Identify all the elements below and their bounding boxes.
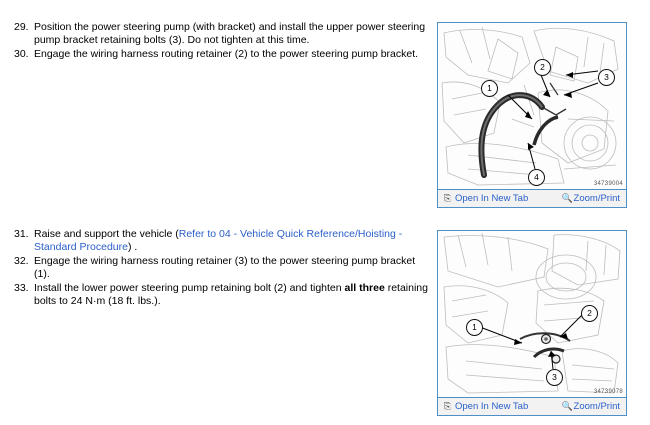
figure-1-image[interactable] — [438, 23, 626, 189]
figure-image-id: 34739078 — [593, 389, 623, 395]
callout-2: 2 — [534, 59, 551, 76]
open-in-new-tab-label: Open In New Tab — [455, 401, 529, 412]
callout-2: 2 — [581, 305, 598, 322]
step-number: 30. — [14, 48, 29, 60]
step-text-segment: Engage the wiring harness routing retainer (2) to the power steering pump bracket. — [34, 48, 419, 60]
magnifier-icon: 🔍 — [561, 401, 573, 411]
new-window-icon: ⎘ — [443, 193, 452, 203]
list-item — [14, 21, 428, 47]
step-text — [34, 255, 428, 281]
zoom-print-label: Zoom/Print — [573, 401, 620, 412]
step-number: 32. — [14, 255, 29, 267]
figure-1 — [437, 22, 627, 208]
step-text — [34, 228, 428, 254]
procedure-step-block-1 — [14, 21, 428, 62]
step-number: 31. — [14, 228, 29, 240]
new-window-icon: ⎘ — [443, 401, 452, 411]
step-text-segment: Raise and support the vehicle ( — [34, 228, 179, 240]
list-item — [14, 282, 428, 308]
step-text — [34, 282, 428, 308]
figure-2 — [437, 230, 627, 416]
callout-3: 3 — [546, 369, 563, 386]
list-item — [14, 48, 428, 61]
open-in-new-tab-button[interactable] — [443, 193, 528, 204]
figure-2-toolbar — [438, 397, 626, 415]
callout-4: 4 — [528, 169, 545, 186]
zoom-print-button[interactable] — [562, 193, 620, 204]
zoom-print-button[interactable] — [562, 401, 620, 412]
list-item — [14, 228, 428, 254]
step-text-segment: Install the lower power steering pump retaining bolt (2) and tighten — [34, 282, 345, 294]
step-text-segment: Position the power steering pump (with bracket) and install the upper power steering pump bracket retaining bolts (3). Do not tighten at this time. — [34, 21, 426, 46]
callout-1: 1 — [481, 80, 498, 97]
figure-1-toolbar — [438, 189, 626, 207]
engine-illustration-1 — [438, 23, 626, 189]
open-in-new-tab-label: Open In New Tab — [455, 193, 529, 204]
procedure-step-block-2 — [14, 228, 428, 309]
callout-3: 3 — [598, 69, 615, 86]
cross-reference-link[interactable]: Refer to 04 - Vehicle Quick Reference/Hoisting - Standard Procedure — [34, 228, 403, 253]
step-number: 29. — [14, 21, 29, 33]
figure-2-image[interactable] — [438, 231, 626, 397]
list-item — [14, 255, 428, 281]
step-text-segment: Engage the wiring harness routing retainer (3) to the power steering pump bracket (1). — [34, 255, 416, 280]
step-text — [34, 21, 428, 47]
step-number: 33. — [14, 282, 29, 294]
figure-image-id: 34739004 — [593, 181, 623, 187]
step-text-segment: ) . — [127, 241, 138, 253]
zoom-print-label: Zoom/Print — [573, 193, 620, 204]
step-text-segment: retaining bolts to 24 N·m (18 ft. lbs.). — [34, 282, 428, 307]
magnifier-icon: 🔍 — [561, 193, 573, 203]
open-in-new-tab-button[interactable] — [443, 401, 528, 412]
callout-1: 1 — [466, 319, 483, 336]
step-text-emphasis: all three — [344, 282, 385, 294]
step-text — [34, 48, 428, 61]
